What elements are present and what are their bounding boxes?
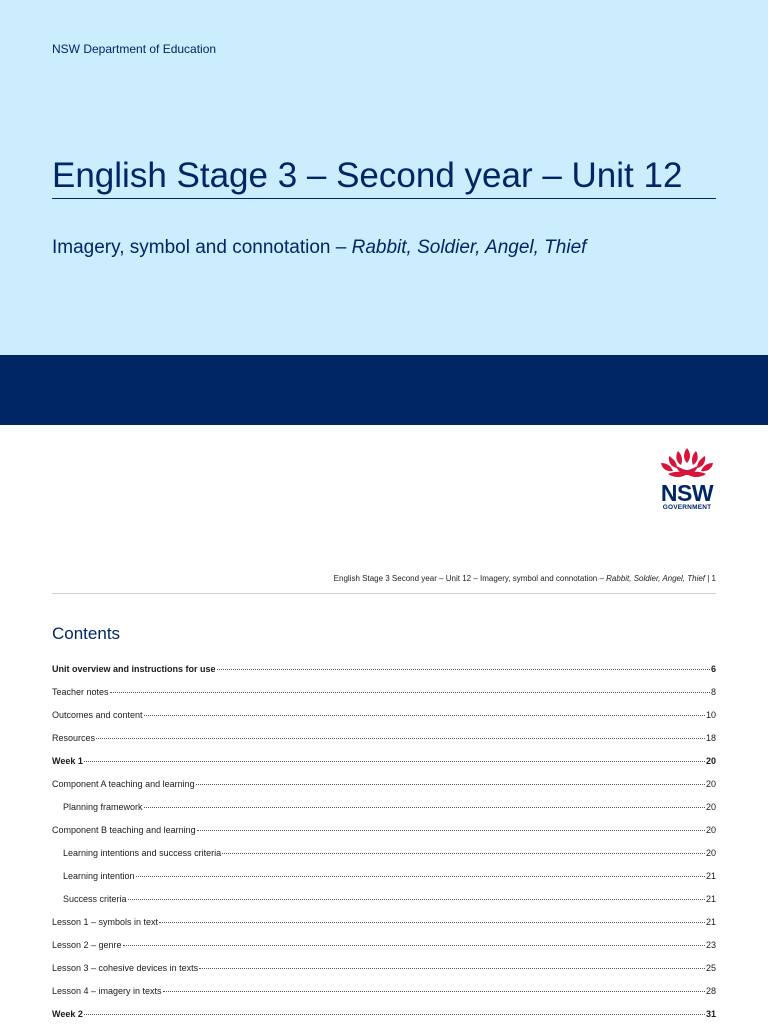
toc-entry-page: 21: [705, 917, 716, 927]
toc-entry-page: 18: [705, 733, 716, 743]
logo-wordmark: [652, 482, 722, 512]
toc-entry[interactable]: [52, 917, 716, 940]
toc-entry-label: Lesson 1 – symbols in text: [52, 917, 159, 927]
toc-entry-label: Component B teaching and learning: [52, 825, 196, 835]
toc-entry-label: Resources: [52, 733, 96, 743]
toc-entry[interactable]: [52, 779, 716, 802]
toc-entry[interactable]: [52, 825, 716, 848]
toc-entry-label: Lesson 4 – imagery in texts: [52, 986, 162, 996]
document-subtitle: [52, 237, 586, 259]
toc-leader-dots: [196, 784, 705, 785]
toc-entry-page: 20: [705, 779, 716, 789]
logo-nsw-text: NSW: [660, 480, 714, 506]
toc-entry-label: Outcomes and content: [52, 710, 143, 720]
toc-entry[interactable]: [52, 871, 716, 894]
toc-leader-dots: [110, 692, 710, 693]
header-divider: [52, 593, 716, 594]
contents-heading: Contents: [52, 624, 121, 643]
toc-leader-dots: [96, 738, 705, 739]
toc-entry-page: 20: [705, 825, 716, 835]
cover-band: [0, 355, 768, 425]
toc-entry[interactable]: [52, 940, 716, 963]
toc-leader-dots: [136, 876, 705, 877]
toc-entry-label: Week 1: [52, 756, 83, 766]
toc-leader-dots: [199, 968, 705, 969]
logo-government-text: GOVERNMENT: [662, 504, 712, 511]
toc-entry-label: Success criteria: [63, 894, 127, 904]
toc-entry-page: 20: [705, 848, 716, 858]
toc-leader-dots: [144, 715, 705, 716]
page-header-text: English Stage 3 Second year – Unit 12 – Imagery, symbol and connotation –: [333, 574, 607, 583]
toc-leader-dots: [128, 899, 705, 900]
toc-entry[interactable]: [52, 986, 716, 1009]
toc-entry-page: 8: [710, 687, 716, 697]
page-number: | 1: [705, 574, 716, 583]
toc-leader-dots: [123, 945, 705, 946]
waratah-icon: [652, 444, 722, 484]
toc-entry[interactable]: [52, 687, 716, 710]
toc-entry-label: Lesson 2 – genre: [52, 940, 122, 950]
toc-entry-label: Learning intentions and success criteria: [63, 848, 222, 858]
toc-entry-label: Week 2: [52, 1009, 83, 1019]
toc-leader-dots: [163, 991, 705, 992]
toc-entry-label: Component A teaching and learning: [52, 779, 195, 789]
toc-entry-label: Learning intention: [63, 871, 135, 881]
toc-entry[interactable]: [52, 756, 716, 779]
toc-entry-page: 25: [705, 963, 716, 973]
toc-entry-page: 6: [710, 664, 716, 674]
toc-entry-page: 20: [705, 756, 716, 766]
toc-entry[interactable]: [52, 733, 716, 756]
toc-entry[interactable]: [52, 664, 716, 687]
toc-entry[interactable]: [52, 802, 716, 825]
subtitle-italic-text: Rabbit, Soldier, Angel, Thief: [351, 237, 587, 258]
toc-leader-dots: [144, 807, 705, 808]
nsw-government-logo: [652, 444, 722, 516]
toc-leader-dots: [197, 830, 705, 831]
toc-entry-page: 28: [705, 986, 716, 996]
toc-leader-dots: [159, 922, 705, 923]
toc-entry[interactable]: [52, 894, 716, 917]
document-title: English Stage 3 – Second year – Unit 12: [52, 156, 716, 199]
toc-entry[interactable]: [52, 848, 716, 871]
cover-panel: [0, 0, 768, 355]
toc-entry-label: Unit overview and instructions for use: [52, 664, 216, 674]
toc-leader-dots: [84, 761, 705, 762]
toc-entry-page: 31: [705, 1009, 716, 1019]
department-name: NSW Department of Education: [52, 42, 217, 56]
toc-entry-page: 20: [705, 802, 716, 812]
page-header-italic: Rabbit, Soldier, Angel, Thief: [606, 574, 706, 583]
page-header: [52, 574, 716, 583]
toc-entry-label: Teacher notes: [52, 687, 109, 697]
subtitle-text: Imagery, symbol and connotation –: [52, 237, 352, 258]
toc-entry-page: 10: [705, 710, 716, 720]
toc-entry-page: 21: [705, 894, 716, 904]
toc-entry[interactable]: [52, 710, 716, 733]
toc-entry[interactable]: [52, 1009, 716, 1032]
table-of-contents: [52, 664, 716, 1032]
toc-entry[interactable]: [52, 963, 716, 986]
toc-entry-page: 21: [705, 871, 716, 881]
toc-leader-dots: [217, 669, 710, 670]
toc-leader-dots: [84, 1014, 705, 1015]
toc-entry-label: Lesson 3 – cohesive devices in texts: [52, 963, 199, 973]
toc-entry-page: 23: [705, 940, 716, 950]
toc-leader-dots: [222, 853, 705, 854]
toc-entry-label: Planning framework: [63, 802, 143, 812]
